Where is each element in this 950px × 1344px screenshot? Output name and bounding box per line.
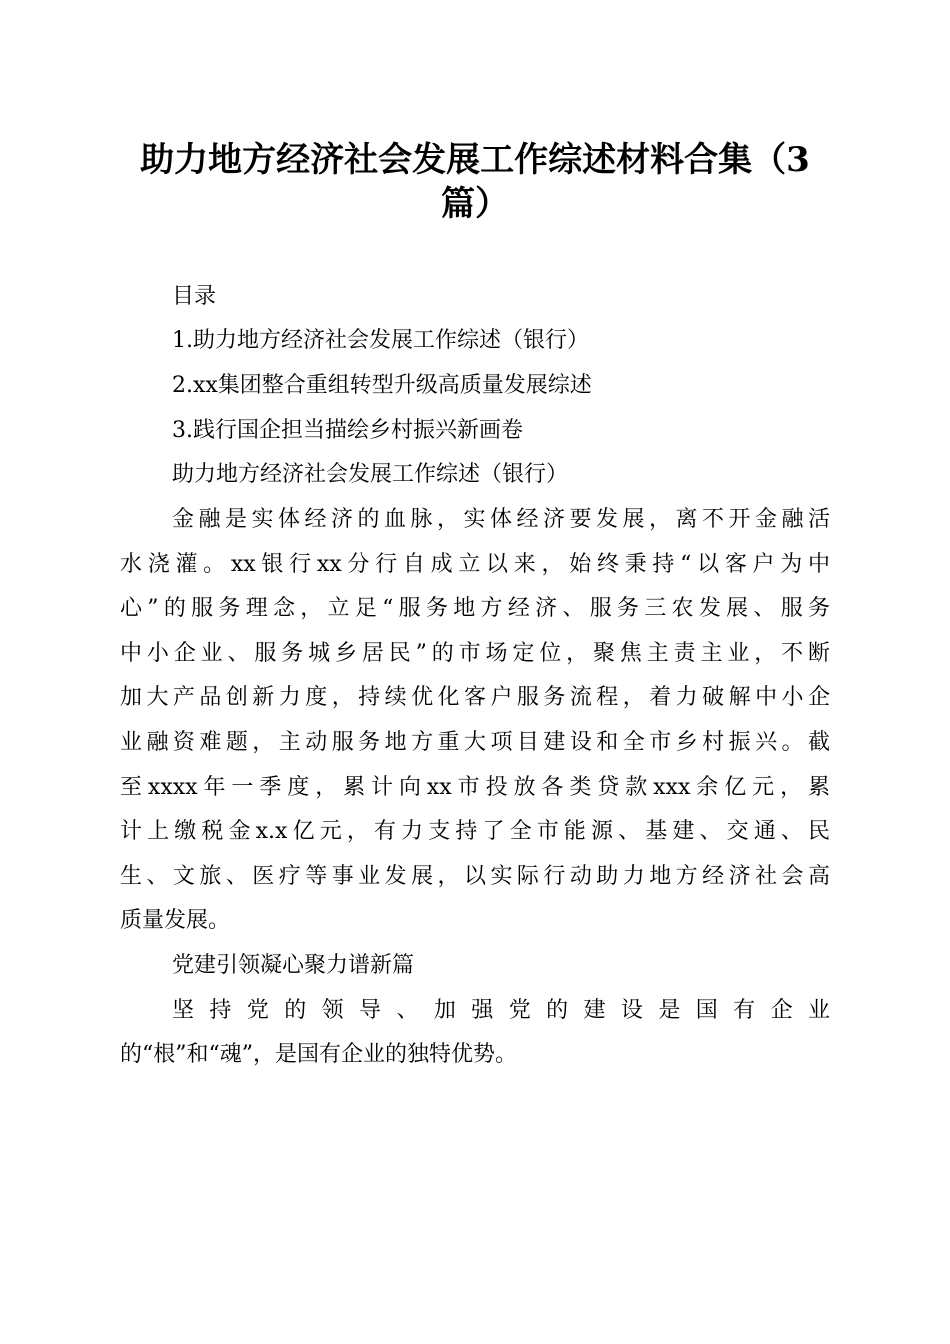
paragraph-1-line: 至xxxx年一季度，累计向xx市投放各类贷款xxx余亿元，累 [120, 775, 830, 800]
subheading: 党建引领凝心聚力谱新篇 [172, 953, 415, 978]
paragraph-1-line: 水浇灌。xx银行xx分行自成立以来，始终秉持“以客户为中 [120, 552, 830, 577]
paragraph-1-line: 中小企业、服务城乡居民”的市场定位，聚焦主责主业，不断 [120, 641, 830, 666]
section-title: 助力地方经济社会发展工作综述（银行） [172, 462, 569, 487]
document-title-line-1: 助力地方经济社会发展工作综述材料合集（3 [140, 140, 810, 180]
paragraph-1-line: 心”的服务理念，立足“服务地方经济、服务三农发展、服务 [120, 596, 830, 621]
paragraph-1-line: 计上缴税金x.x亿元，有力支持了全市能源、基建、交通、民 [120, 819, 830, 844]
paragraph-1-line: 业融资难题，主动服务地方重大项目建设和全市乡村振兴。截 [120, 730, 830, 755]
paragraph-1-line: 生、文旅、医疗等事业发展，以实际行动助力地方经济社会高 [120, 864, 830, 889]
paragraph-2-line: 坚持党的领导、加强党的建设是国有企业 [172, 998, 830, 1023]
paragraph-1-line: 加大产品创新力度，持续优化客户服务流程，着力破解中小企 [120, 685, 830, 710]
paragraph-2-line: 的“根”和“魂”，是国有企业的独特优势。 [120, 1042, 517, 1067]
paragraph-1-line: 质量发展。 [120, 908, 231, 933]
toc-heading: 目录 [172, 284, 217, 309]
document-title-line-2: 篇） [441, 184, 509, 224]
paragraph-1-line: 金融是实体经济的血脉，实体经济要发展，离不开金融活 [172, 507, 830, 532]
toc-item-1: 1.助力地方经济社会发展工作综述（银行） [172, 328, 589, 353]
toc-item-2: 2.xx集团整合重组转型升级高质量发展综述 [172, 373, 592, 398]
toc-item-3: 3.践行国企担当描绘乡村振兴新画卷 [172, 418, 523, 443]
